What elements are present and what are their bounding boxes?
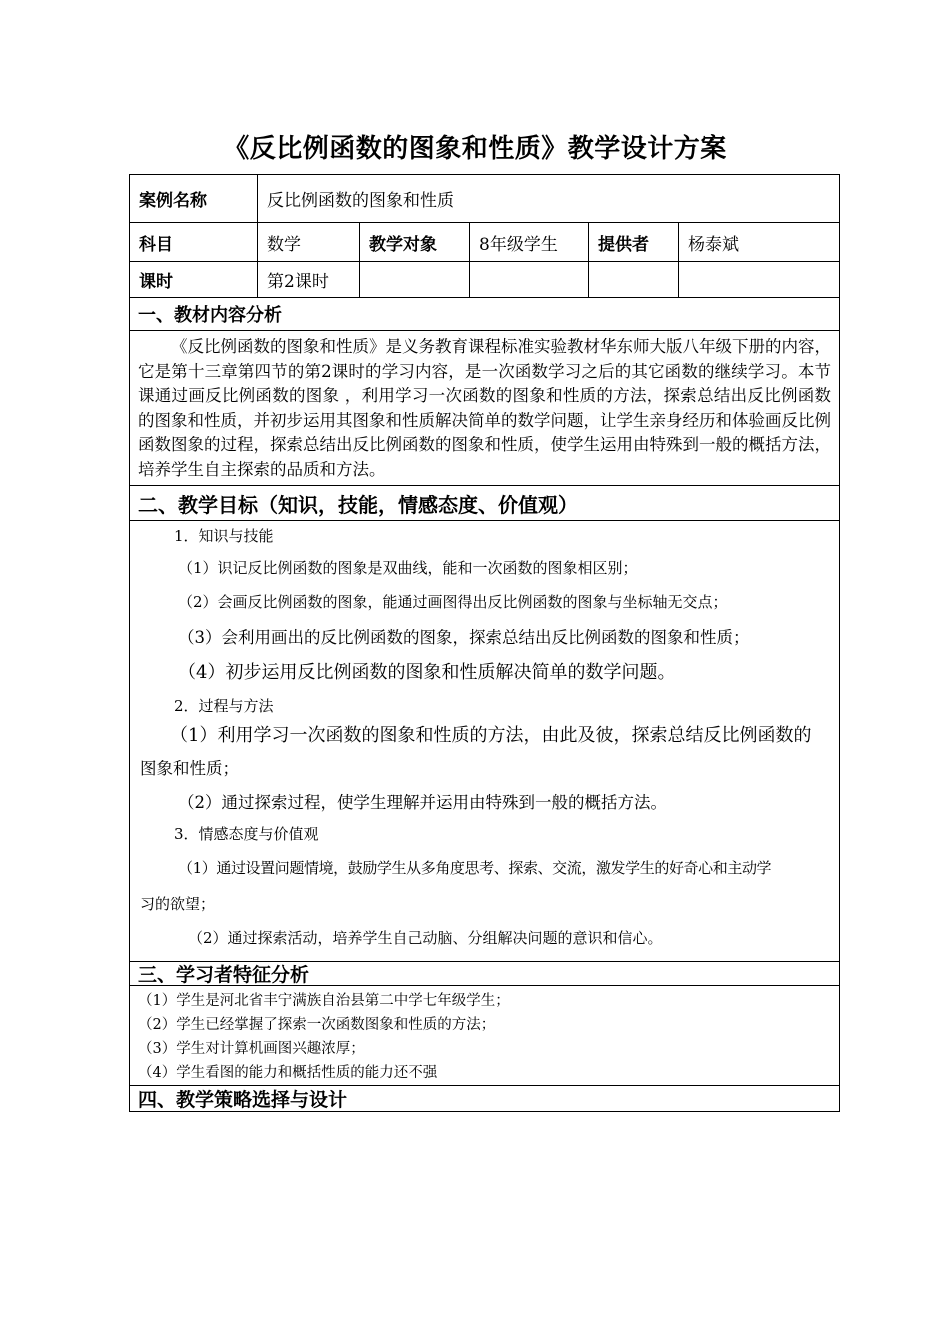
learner-item: （2）学生已经掌握了探索一次函数图象和性质的方法； xyxy=(138,1017,496,1033)
case-name-label: 案例名称 xyxy=(130,175,258,222)
goal-subheading-attitude: 3．情感态度与价值观 xyxy=(174,825,319,843)
empty-cell xyxy=(589,262,679,297)
goal-item: （3）会利用画出的反比例函数的图象，探索总结出反比例函数的图象和性质； xyxy=(178,628,750,647)
provider-label: 提供者 xyxy=(589,223,679,261)
section1-paragraph: 《反比例函数的图象和性质》是义务教育课程标准实验教材华东师大版八年级下册的内容，它是第十三章第四节的第2课时的学习内容，是一次函数学习之后的其它函数的继续学习。本节课通过画反比例函数的图象 ，利用学习一次函数的图象和性质的方法，探索总结出反比例函数的图象和性质，并初步运用其图象和性质解决简单的数学问题，让学生亲身经历和体验画反比例函数图象的过程，探索总结出反比例函数的图象和性质，使学生运用由特殊到一般的概括方法，培养学生自主探索的品质和方法。 xyxy=(138,337,831,479)
learner-item: （3）学生对计算机画图兴趣浓厚； xyxy=(138,1041,365,1057)
document-title: 《反比例函数的图象和性质》教学设计方案 xyxy=(223,134,727,164)
audience-value: 8年级学生 xyxy=(470,223,589,261)
goal-item: （2）通过探索过程，使学生理解并运用由特殊到一般的概括方法。 xyxy=(178,793,667,812)
section1-body xyxy=(130,333,839,485)
subject-value: 数学 xyxy=(258,223,360,261)
period-row xyxy=(130,262,839,298)
section4-heading: 四、教学策略选择与设计 xyxy=(138,1089,348,1111)
empty-cell xyxy=(679,262,839,297)
learner-item: （4）学生看图的能力和概括性质的能力还不强 xyxy=(138,1065,438,1081)
section3-body xyxy=(130,987,839,1084)
audience-label: 教学对象 xyxy=(360,223,470,261)
goal-item-continued: 习的欲望； xyxy=(140,895,216,913)
period-label: 课时 xyxy=(130,262,258,297)
subject-row xyxy=(130,223,839,262)
empty-cell xyxy=(360,262,470,297)
section2-heading: 二、教学目标（知识，技能，情感态度、价值观） xyxy=(130,486,839,521)
goal-item: （4）初步运用反比例函数的图象和性质解决简单的数学问题。 xyxy=(178,662,676,683)
goal-subheading-process: 2．过程与方法 xyxy=(174,697,274,715)
period-value: 第2课时 xyxy=(258,262,360,297)
goal-item: （1）识记反比例函数的图象是双曲线，能和一次函数的图象相区别； xyxy=(178,559,638,577)
goal-item: （2）通过探索活动，培养学生自己动脑、分组解决问题的意识和信心。 xyxy=(188,929,663,947)
goal-item-continued: 图象和性质； xyxy=(140,759,239,778)
learner-item: （1）学生是河北省丰宁满族自治县第二中学七年级学生； xyxy=(138,993,510,1009)
empty-cell xyxy=(470,262,589,297)
design-table xyxy=(129,174,840,1112)
section1-heading: 一、教材内容分析 xyxy=(130,298,839,331)
goal-item: （2）会画反比例函数的图象，能通过画图得出反比例函数的图象与坐标轴无交点； xyxy=(178,593,728,611)
provider-value: 杨泰斌 xyxy=(688,234,739,255)
goal-subheading-knowledge: 1．知识与技能 xyxy=(174,527,274,545)
section2-body xyxy=(130,521,839,961)
section3-heading: 三、学习者特征分析 xyxy=(130,962,839,986)
case-name-value: 反比例函数的图象和性质 xyxy=(267,191,454,211)
case-name-row xyxy=(130,175,839,223)
goal-item: （1）利用学习一次函数的图象和性质的方法，由此及彼，探索总结反比例函数的 xyxy=(170,725,812,746)
subject-label: 科目 xyxy=(130,223,258,261)
goal-item: （1）通过设置问题情境，鼓励学生从多角度思考、探索、交流，激发学生的好奇心和主动学 xyxy=(178,859,772,877)
